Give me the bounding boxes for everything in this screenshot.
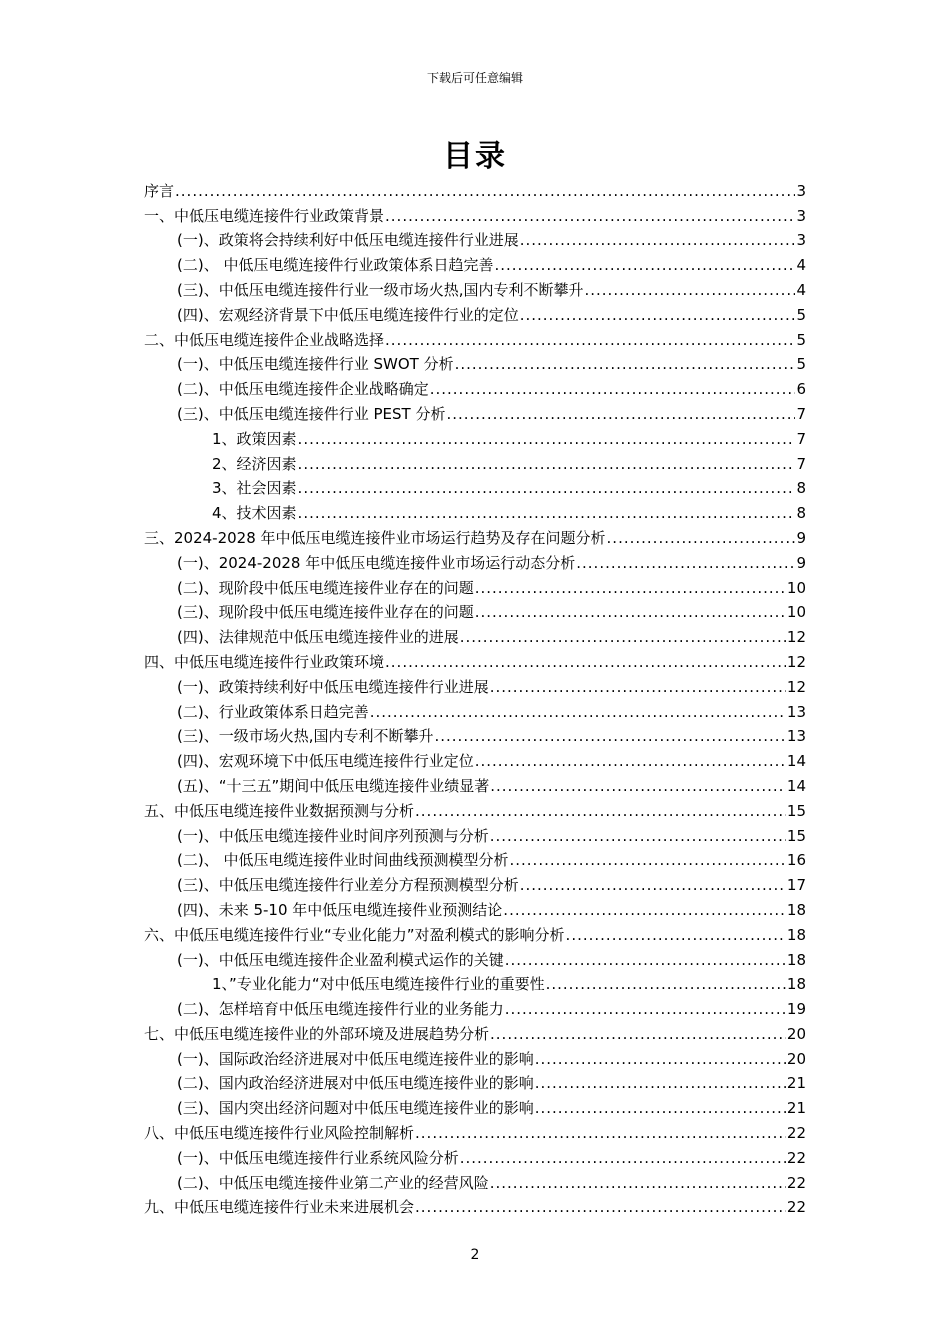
- toc-entry-text: (二)、 中低压电缆连接件行业政策体系日趋完善: [177, 256, 494, 275]
- toc-entry-text: (四)、宏观经济背景下中低压电缆连接件行业的定位: [177, 305, 519, 324]
- toc-entry-text: 六、中低压电缆连接件行业“专业化能力”对盈利模式的影响分析: [144, 925, 565, 944]
- toc-leader-dots: [385, 652, 786, 672]
- toc-entry-page: 16: [786, 851, 806, 870]
- toc-entry-text: (四)、宏观环境下中低压电缆连接件行业定位: [177, 752, 474, 771]
- toc-entry-page: 18: [786, 925, 806, 944]
- page-number: 2: [470, 1247, 480, 1263]
- toc-entry[interactable]: [144, 821, 806, 846]
- toc-entry-text: (二)、国内政治经济进展对中低压电缆连接件业的影响: [177, 1074, 534, 1093]
- toc-entry-page: 9: [796, 553, 806, 572]
- toc-entry-page: 13: [786, 702, 806, 721]
- toc-entry-text: (一)、政策将会持续利好中低压电缆连接件行业进展: [177, 231, 519, 250]
- toc-entry[interactable]: [144, 1093, 806, 1118]
- toc-entry-text: (一)、中低压电缆连接件行业 SWOT 分析: [177, 355, 454, 374]
- toc-entry[interactable]: [144, 573, 806, 598]
- toc-entry-page: 3: [796, 206, 806, 225]
- table-of-contents: [144, 176, 806, 1217]
- toc-entry-text: 一、中低压电缆连接件行业政策背景: [144, 206, 385, 225]
- toc-entry[interactable]: [144, 945, 806, 970]
- toc-leader-dots: [385, 206, 795, 226]
- toc-leader-dots: [546, 974, 786, 994]
- toc-leader-dots: [298, 478, 796, 498]
- toc-leader-dots: [584, 280, 795, 300]
- toc-entry-text: (二)、现阶段中低压电缆连接件业存在的问题: [177, 578, 474, 597]
- toc-entry-text: (二)、中低压电缆连接件业第二产业的经营风险: [177, 1173, 489, 1192]
- toc-entry[interactable]: [144, 201, 806, 226]
- toc-entry-text: (一)、国际政治经济进展对中低压电缆连接件业的影响: [177, 1049, 534, 1068]
- toc-entry-text: 二、中低压电缆连接件企业战略选择: [144, 330, 385, 349]
- toc-title: 目录: [443, 139, 507, 174]
- toc-entry-page: 18: [786, 900, 806, 919]
- toc-entry-text: (四)、法律规范中低压电缆连接件业的进展: [177, 628, 459, 647]
- toc-entry-text: 序言: [144, 181, 175, 200]
- toc-entry-text: 1、”专业化能力“对中低压电缆连接件行业的重要性: [212, 975, 545, 994]
- toc-leader-dots: [607, 528, 796, 548]
- toc-entry-page: 10: [786, 578, 806, 597]
- toc-entry-page: 5: [796, 330, 806, 349]
- toc-entry[interactable]: [144, 672, 806, 697]
- toc-entry-text: 八、中低压电缆连接件行业风险控制解析: [144, 1124, 415, 1143]
- toc-entry-page: 15: [786, 801, 806, 820]
- toc-entry-text: (一)、中低压电缆连接件企业盈利模式运作的关键: [177, 950, 504, 969]
- toc-entry[interactable]: [144, 746, 806, 771]
- toc-leader-dots: [490, 1173, 786, 1193]
- toc-leader-dots: [535, 1098, 786, 1118]
- toc-entry-page: 21: [786, 1099, 806, 1118]
- toc-entry-page: 7: [796, 454, 806, 473]
- toc-entry[interactable]: [144, 176, 806, 201]
- toc-entry[interactable]: [144, 970, 806, 995]
- toc-entry[interactable]: [144, 226, 806, 251]
- toc-entry-text: (三)、现阶段中低压电缆连接件业存在的问题: [177, 603, 474, 622]
- toc-entry-text: (四)、未来 5-10 年中低压电缆连接件业预测结论: [177, 900, 503, 919]
- toc-entry[interactable]: [144, 1069, 806, 1094]
- toc-leader-dots: [298, 503, 796, 523]
- toc-entry-page: 13: [786, 727, 806, 746]
- toc-entry-page: 15: [786, 826, 806, 845]
- toc-entry-page: 22: [786, 1173, 806, 1192]
- toc-entry-text: 七、中低压电缆连接件业的外部环境及进展趋势分析: [144, 1024, 490, 1043]
- toc-entry-text: (三)、中低压电缆连接件行业 PEST 分析: [177, 404, 446, 423]
- toc-entry[interactable]: [144, 796, 806, 821]
- toc-entry-text: (一)、政策持续利好中低压电缆连接件行业进展: [177, 677, 489, 696]
- toc-entry-page: 3: [796, 181, 806, 200]
- toc-leader-dots: [460, 1148, 786, 1168]
- toc-leader-dots: [490, 776, 786, 796]
- toc-leader-dots: [520, 875, 786, 895]
- toc-leader-dots: [509, 850, 785, 870]
- toc-entry[interactable]: [144, 424, 806, 449]
- toc-leader-dots: [490, 677, 786, 697]
- toc-entry-text: 3、社会因素: [212, 479, 297, 498]
- toc-entry-text: 1、政策因素: [212, 429, 297, 448]
- toc-entry[interactable]: [144, 622, 806, 647]
- toc-entry-page: 4: [796, 256, 806, 275]
- toc-leader-dots: [370, 702, 786, 722]
- toc-entry-page: 21: [786, 1074, 806, 1093]
- toc-entry-page: 4: [796, 280, 806, 299]
- toc-leader-dots: [415, 1197, 786, 1217]
- toc-entry-text: 三、2024-2028 年中低压电缆连接件业市场运行趋势及存在问题分析: [144, 528, 606, 547]
- toc-leader-dots: [475, 602, 786, 622]
- toc-entry-page: 6: [796, 380, 806, 399]
- toc-entry[interactable]: [144, 870, 806, 895]
- toc-entry-page: 20: [786, 1024, 806, 1043]
- toc-leader-dots: [520, 305, 796, 325]
- toc-entry[interactable]: [144, 647, 806, 672]
- toc-entry-text: 九、中低压电缆连接件行业未来进展机会: [144, 1198, 415, 1217]
- toc-entry[interactable]: [144, 1019, 806, 1044]
- toc-leader-dots: [535, 1073, 786, 1093]
- toc-entry-page: 22: [786, 1148, 806, 1167]
- toc-leader-dots: [566, 925, 786, 945]
- toc-leader-dots: [446, 404, 795, 424]
- toc-entry-page: 14: [786, 752, 806, 771]
- toc-entry-page: 18: [786, 950, 806, 969]
- toc-entry-text: (三)、中低压电缆连接件行业差分方程预测模型分析: [177, 876, 519, 895]
- toc-entry[interactable]: [144, 275, 806, 300]
- toc-entry[interactable]: [144, 771, 806, 796]
- toc-leader-dots: [385, 330, 795, 350]
- toc-entry-text: 4、技术因素: [212, 504, 297, 523]
- toc-leader-dots: [503, 900, 786, 920]
- toc-entry[interactable]: [144, 1118, 806, 1143]
- toc-leader-dots: [475, 578, 786, 598]
- toc-entry-page: 12: [786, 652, 806, 671]
- toc-entry-page: 18: [786, 975, 806, 994]
- toc-entry[interactable]: [144, 474, 806, 499]
- toc-entry[interactable]: [144, 598, 806, 623]
- toc-entry-page: 17: [786, 876, 806, 895]
- toc-leader-dots: [415, 801, 786, 821]
- toc-entry-text: (二)、怎样培育中低压电缆连接件行业的业务能力: [177, 1000, 504, 1019]
- toc-entry[interactable]: [144, 994, 806, 1019]
- toc-entry-page: 19: [786, 1000, 806, 1019]
- toc-leader-dots: [576, 553, 795, 573]
- toc-entry-page: 3: [796, 231, 806, 250]
- toc-leader-dots: [494, 255, 795, 275]
- toc-entry-page: 22: [786, 1198, 806, 1217]
- toc-entry-page: 5: [796, 355, 806, 374]
- toc-leader-dots: [490, 826, 786, 846]
- toc-entry-page: 7: [796, 429, 806, 448]
- toc-entry-text: 四、中低压电缆连接件行业政策环境: [144, 652, 385, 671]
- toc-leader-dots: [434, 726, 785, 746]
- toc-entry[interactable]: [144, 1168, 806, 1193]
- toc-entry-page: 20: [786, 1049, 806, 1068]
- toc-leader-dots: [505, 950, 786, 970]
- toc-entry-text: (三)、一级市场火热,国内专利不断攀升: [177, 727, 434, 746]
- toc-entry[interactable]: [144, 697, 806, 722]
- toc-entry[interactable]: [144, 399, 806, 424]
- toc-entry[interactable]: [144, 1044, 806, 1069]
- toc-leader-dots: [430, 379, 796, 399]
- toc-entry[interactable]: [144, 548, 806, 573]
- toc-entry-page: 8: [796, 504, 806, 523]
- toc-entry-text: (二)、行业政策体系日趋完善: [177, 702, 369, 721]
- toc-entry[interactable]: [144, 374, 806, 399]
- toc-entry-text: (一)、2024-2028 年中低压电缆连接件业市场运行动态分析: [177, 553, 576, 572]
- toc-entry-text: 五、中低压电缆连接件业数据预测与分析: [144, 801, 415, 820]
- toc-entry[interactable]: [144, 350, 806, 375]
- toc-entry[interactable]: [144, 895, 806, 920]
- toc-entry-page: 8: [796, 479, 806, 498]
- toc-entry-text: (二)、 中低压电缆连接件业时间曲线预测模型分析: [177, 851, 509, 870]
- toc-entry-text: 2、经济因素: [212, 454, 297, 473]
- toc-leader-dots: [175, 181, 795, 201]
- toc-entry-text: (三)、国内突出经济问题对中低压电缆连接件业的影响: [177, 1099, 534, 1118]
- toc-entry-text: (三)、中低压电缆连接件行业一级市场火热,国内专利不断攀升: [177, 280, 584, 299]
- toc-entry-page: 10: [786, 603, 806, 622]
- toc-entry-page: 9: [796, 528, 806, 547]
- toc-entry-page: 7: [796, 404, 806, 423]
- toc-entry-page: 12: [786, 677, 806, 696]
- toc-entry-text: (一)、中低压电缆连接件行业系统风险分析: [177, 1148, 459, 1167]
- toc-entry[interactable]: [144, 722, 806, 747]
- toc-entry[interactable]: [144, 250, 806, 275]
- toc-entry[interactable]: [144, 523, 806, 548]
- toc-entry-text: (二)、中低压电缆连接件企业战略确定: [177, 380, 429, 399]
- toc-entry-page: 14: [786, 776, 806, 795]
- toc-entry-page: 22: [786, 1124, 806, 1143]
- toc-entry[interactable]: [144, 325, 806, 350]
- toc-entry-text: (五)、“十三五”期间中低压电缆连接件业绩显著: [177, 776, 490, 795]
- toc-leader-dots: [475, 751, 786, 771]
- toc-leader-dots: [520, 230, 796, 250]
- toc-entry[interactable]: [144, 300, 806, 325]
- toc-entry-page: 12: [786, 628, 806, 647]
- toc-leader-dots: [490, 1024, 786, 1044]
- toc-entry[interactable]: [144, 846, 806, 871]
- toc-leader-dots: [460, 627, 786, 647]
- toc-entry[interactable]: [144, 498, 806, 523]
- toc-leader-dots: [535, 1049, 786, 1069]
- toc-entry-text: (一)、中低压电缆连接件业时间序列预测与分析: [177, 826, 489, 845]
- toc-entry[interactable]: [144, 920, 806, 945]
- toc-entry-page: 5: [796, 305, 806, 324]
- toc-leader-dots: [455, 354, 796, 374]
- toc-leader-dots: [298, 454, 796, 474]
- toc-leader-dots: [505, 999, 786, 1019]
- toc-entry[interactable]: [144, 449, 806, 474]
- toc-leader-dots: [415, 1123, 786, 1143]
- toc-entry[interactable]: [144, 1143, 806, 1168]
- toc-leader-dots: [298, 429, 796, 449]
- header-note: 下载后可任意编辑: [426, 71, 523, 85]
- toc-entry[interactable]: [144, 1193, 806, 1218]
